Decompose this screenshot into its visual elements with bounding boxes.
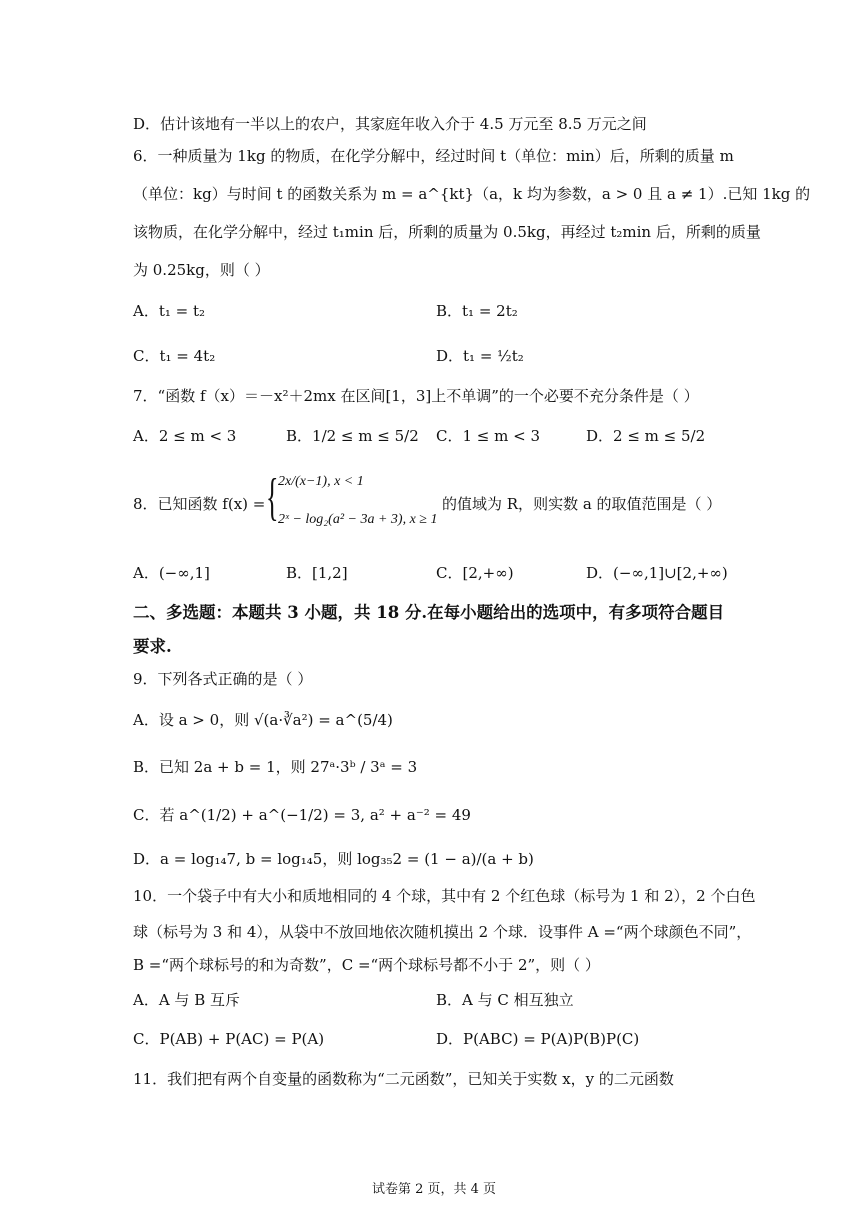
q7-stem: 7．“函数 f（x）＝－x²＋2mx 在区间[1，3]上不单调”的一个必要不充分条件是（ ） [133,387,699,405]
q8-option-d: D．(−∞,1]∪[2,+∞) [586,564,728,582]
q6-stem-line2: （单位：kg）与时间 t 的函数关系为 m = a^{kt}（a，k 均为参数，a > 0 且 a ≠ 1）.已知 1kg 的 [133,185,811,203]
q9-stem: 9．下列各式正确的是（ ） [133,670,313,688]
q6-stem-line1: 6．一种质量为 1kg 的物质，在化学分解中，经过时间 t（单位：min）后，所剩的质量 m [133,147,734,165]
q10-stem-line3: B =“两个球标号的和为奇数”，C =“两个球标号都不小于 2”，则（ ） [133,956,600,974]
q6-option-b: B．t₁ = 2t₂ [436,302,518,320]
q10-stem-line1: 10．一个袋子中有大小和质地相同的 4 个球，其中有 2 个红色球（标号为 1 和 2），2 个白色 [133,887,756,905]
piecewise-brace: { [266,469,279,526]
q8-piece-2: 2ˣ − log₂(a² − 3a + 3), x ≥ 1 [278,512,438,527]
q10-option-d: D．P(ABC) = P(A)P(B)P(C) [436,1030,640,1048]
q10-option-b: B．A 与 C 相互独立 [436,991,574,1009]
q7-option-a: A．2 ≤ m < 3 [133,427,237,445]
q10-option-a: A．A 与 B 互斥 [133,991,240,1009]
q6-stem-line3: 该物质，在化学分解中，经过 t₁min 后，所剩的质量为 0.5kg，再经过 t₂min 后，所剩的质量 [133,223,761,241]
q10-option-c: C．P(AB) + P(AC) = P(A) [133,1030,325,1048]
q8-option-b: B．[1,2] [286,564,348,582]
q9-option-b: B．已知 2a + b = 1，则 27ᵃ·3ᵇ / 3ᵃ = 3 [133,758,418,776]
q8-stem-suffix: 的值域为 R，则实数 a 的取值范围是（ ） [442,495,722,513]
q9-option-d: D．a = log₁₄7, b = log₁₄5，则 log₃₅2 = (1 − a)/(a + b) [133,850,534,868]
q8-piece-1: 2x/(x−1), x < 1 [278,474,364,489]
q6-stem-line4: 为 0.25kg，则（ ） [133,261,270,279]
q6-option-d: D．t₁ = ½t₂ [436,347,524,365]
q7-option-c: C．1 ≤ m < 3 [436,427,540,445]
q8-option-a: A．(−∞,1] [133,564,210,582]
q7-option-b: B．1/2 ≤ m ≤ 5/2 [286,427,419,445]
section-2-heading: 二、多选题：本题共 3 小题，共 18 分.在每小题给出的选项中，有多项符合题目 [133,603,725,622]
q6-option-a: A．t₁ = t₂ [133,302,206,320]
q10-stem-line2: 球（标号为 3 和 4），从袋中不放回地依次随机摸出 2 个球．设事件 A =“两个球颜色不同”， [133,923,752,941]
q9-option-a: A．设 a > 0，则 √(a·∛a²) = a^(5/4) [133,711,393,729]
q6-option-c: C．t₁ = 4t₂ [133,347,216,365]
page-footer: 试卷第 2 页，共 4 页 [371,1182,497,1197]
section-2-heading-cont: 要求. [133,637,172,656]
q8-stem-prefix: 8．已知函数 f(x) = [133,495,266,513]
q5-option-d: D．估计该地有一半以上的农户，其家庭年收入介于 4.5 万元至 8.5 万元之间 [133,115,647,133]
q9-option-c: C．若 a^(1/2) + a^(−1/2) = 3, a² + a⁻² = 49 [133,806,471,824]
q11-stem: 11．我们把有两个自变量的函数称为“二元函数”，已知关于实数 x，y 的二元函数 [133,1070,674,1088]
q8-option-c: C．[2,+∞) [436,564,514,582]
q7-option-d: D．2 ≤ m ≤ 5/2 [586,427,706,445]
